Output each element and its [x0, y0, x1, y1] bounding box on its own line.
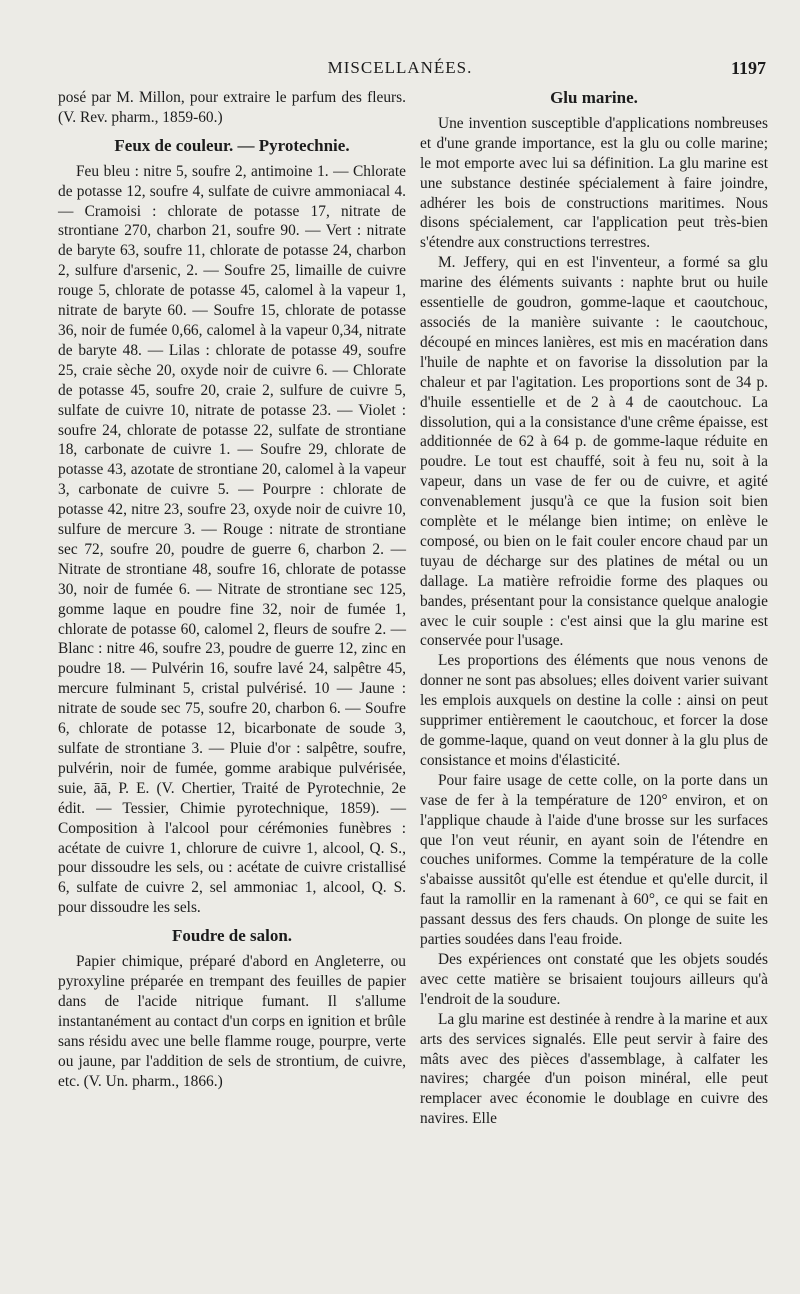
glu-paragraph-1: Une invention susceptible d'applications nombreuses et d'une grande importance, est la glu ou colle marine; le mot emporte avec lui sa définition. La glu marine est une substance destinée spécialement à faire joindre, adhérer les bois de constructions maritimes. Nous disons spécialement, car l'application peut très-bien s'étendre aux constructions terrestres.	[420, 114, 768, 252]
section-title-glu: Glu marine.	[550, 88, 638, 107]
glu-paragraph-4: Pour faire usage de cette colle, on la porte dans un vase de fer à la température de 120° environ, et on l'applique chaude à l'aide d'une brosse sur les surfaces que l'on veut réunir, en ayant soin de l'étendre en couches uniformes. Comme la température de la colle s'abaisse aussitôt qu'elle est étendue et qu'elle durcit, il faut la ramollir en la ramenant à 60°, ce qui se fait en passant dessus des fers chauds. On plonge de suite les parties soudées dans l'eau froide.	[420, 771, 768, 949]
page-number: 1197	[730, 58, 766, 78]
glu-paragraph-5: Des expériences ont constaté que les objets soudés avec cette matière se brisaient toujours ailleurs qu'à l'endroit de la soudure.	[420, 950, 768, 1008]
foudre-paragraph: Papier chimique, préparé d'abord en Angleterre, ou pyroxyline préparée en trempant des feuilles de papier dans de l'acide nitrique fumant. Il s'allume instantanément au contact d'un corps en ignition et brûle sans résidu avec une belle flamme rouge, pourpre, verte ou jaune, par l'addition de sels de strontium, de cuivre, etc. (V. Un. pharm., 1866.)	[58, 953, 406, 1090]
right-column	[420, 88, 768, 1129]
glu-paragraph-2: M. Jeffery, qui en est l'inventeur, a formé sa glu marine des éléments suivants : naphte brut ou huile essentielle de goudron, gomme-laque et caoutchouc, associés de la manière suivante : le caoutchouc, découpé en minces lanières, est mis en macération dans l'huile de naphte et on favorise la dissolution par la chaleur et par l'agitation. Les proportions sont de 34 p. d'huile essentielle et de 2 à 4 de caoutchouc. La dissolution, qui a la consistance d'une crême épaisse, est additionnée de 62 à 64 p. de gomme-laque réduite en poudre. Le tout est chauffé, soit à feu nu, soit à la vapeur, dans un vase de fer ou de cuivre, et agité convenablement jusqu'à ce que la fusion soit bien complète et le mélange bien intime; on enlève le composé, ou bien on le fait couler encore chaud par un tuyau de décharge sur des platines de métal ou un dallage. La matière refroidie forme des plaques ou bandes, présentant pour la consistance quelque analogie avec le cuir souple : c'est ainsi que la glu marine est conservée pour l'usage.	[420, 254, 768, 650]
running-head: MISCELLANÉES.	[327, 58, 473, 77]
left-column	[58, 88, 406, 1091]
glu-paragraph-6: La glu marine est destinée à rendre à la marine et aux arts des services signalés. Elle peut servir à faire des mâts avec des pièces d'assemblage, à calfater les navires; chargée d'un poison minéral, elle peut remplacer avec économie le doublage en cuivre des navires. Elle	[420, 1010, 768, 1128]
feux-paragraph: Feu bleu : nitre 5, soufre 2, antimoine 1. — Chlorate de potasse 12, soufre 4, sulfate de cuivre ammoniacal 4. — Cramoisi : chlorate de potasse 17, nitrate de strontiane 270, charbon 21, soufre 90. — Vert : nitrate de baryte 63, soufre 11, chlorate de potasse 24, charbon 2, sulfure d'arsenic, 2. — Soufre 25, limaille de cuivre rouge 5, chlorate de potasse 45, calomel à la vapeur 1, nitrate de baryte 60. — Soufre 15, chlorate de potasse 36, noir de fumée 0,66, calomel à la vapeur 0,34, nitrate de baryte 48. — Lilas : chlorate de potasse 49, soufre 25, craie sèche 20, oxyde noir de cuivre 6. — Chlorate de potasse 45, soufre 20, craie 2, sulfure de cuivre 5, sulfate de cuivre 10, nitrate de potasse 23. — Violet : soufre 24, chlorate de potasse 22, sulfate de strontiane 18, carbonate de cuivre 1. — Soufre 29, chlorate de potasse 43, azotate de strontiane 20, calomel à la vapeur 3, carbonate de cuivre 5. — Pourpre : chlorate de potasse 42, nitre 23, soufre 23, oxyde noir de cuivre 10, sulfure de mercure 3. — Rouge : nitrate de strontiane sec 72, soufre 20, poudre de guerre 6, charbon 2. — Nitrate de strontiane 48, soufre 16, chlorate de potasse 30, noir de fumée 6. — Nitrate de strontiane sec 125, gomme laque en poudre fine 32, noir de fumée 1, chlorate de potasse 60, calomel 2, fleurs de soufre 2. — Blanc : nitre 46, soufre 23, poudre de guerre 12, zinc en poudre 18. — Pulvérin 16, soufre lavé 24, salpêtre 45, mercure fulminant 5, cristal pulvérisé. 10 — Jaune : nitrate de soude sec 75, soufre 20, charbon 6. — Soufre 6, chlorate de potasse 12, bicarbonate de soude 3, sulfate de strontiane 3. — Pluie d'or : salpêtre, soufre, pulvérin, noir de fumée, gomme arabique pulvérisée, suie, āā, P. E. (V. Chertier, Traité de Pyrotechnie, 2e édit. — Tessier, Chimie pyrotechnique, 1859). — Composition à l'alcool pour cérémonies funèbres : acétate de cuivre 1, chlorure de cuivre 1, alcool, Q. S., pour dissoudre les sels, ou : acétate de cuivre cristallisé 6, sulfate de cuivre 2, sel ammoniac 1, alcool, Q. S. pour dissoudre les sels.	[58, 162, 406, 917]
section-title-feux: Feux de couleur. — Pyrotechnie.	[114, 135, 350, 155]
intro-paragraph: posé par M. Millon, pour extraire le parfum des fleurs. (V. Rev. pharm., 1859-60.)	[58, 89, 406, 126]
glu-paragraph-3: Les proportions des éléments que nous venons de donner ne sont pas absolues; elles doivent varier suivant les emplois auxquels on destine la colle : ainsi on peut supprimer entièrement le caoutchouc, et forcer la dose de gomme-laque, quand on veut donner à la glu plus de consistance et moins d'élasticité.	[420, 652, 768, 769]
section-title-foudre: Foudre de salon.	[171, 926, 293, 946]
